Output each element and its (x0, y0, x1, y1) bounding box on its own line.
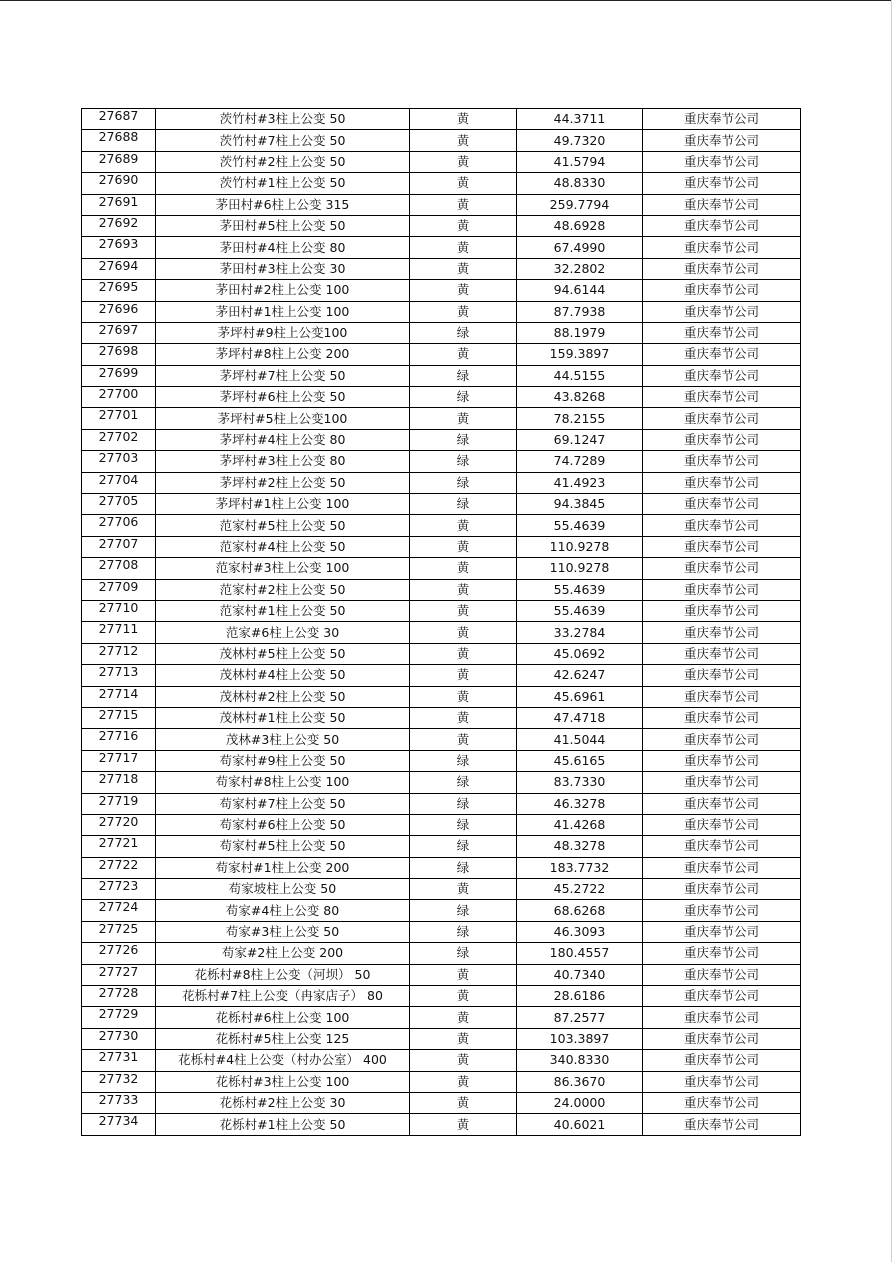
row-id-cell: 27689 (82, 151, 156, 172)
transformer-name-cell: 茅坪村#1柱上公变 100 (156, 494, 410, 515)
company-cell: 重庆奉节公司 (643, 643, 801, 664)
transformer-name-cell: 茨竹村#3柱上公变 50 (156, 109, 410, 130)
table-row (82, 643, 801, 664)
status-color-cell: 绿 (410, 451, 517, 472)
company-cell: 重庆奉节公司 (643, 707, 801, 728)
transformer-name-cell: 茅田村#2柱上公变 100 (156, 280, 410, 301)
company-cell: 重庆奉节公司 (643, 1071, 801, 1092)
transformer-name-cell: 苟家村#8柱上公变 100 (156, 772, 410, 793)
row-id-cell: 27714 (82, 686, 156, 707)
status-color-cell: 绿 (410, 857, 517, 878)
status-color-cell: 黄 (410, 408, 517, 429)
status-color-cell: 黄 (410, 1114, 517, 1135)
transformer-name-cell: 茨竹村#7柱上公变 50 (156, 130, 410, 151)
status-color-cell: 黄 (410, 515, 517, 536)
company-cell: 重庆奉节公司 (643, 622, 801, 643)
row-id-cell: 27690 (82, 173, 156, 194)
transformer-name-cell: 苟家#3柱上公变 50 (156, 921, 410, 942)
status-color-cell: 黄 (410, 686, 517, 707)
transformer-name-cell: 范家村#1柱上公变 50 (156, 600, 410, 621)
company-cell: 重庆奉节公司 (643, 665, 801, 686)
value-cell: 48.6928 (517, 215, 643, 236)
row-id-cell: 27723 (82, 879, 156, 900)
transformer-name-cell: 茅坪村#8柱上公变 200 (156, 344, 410, 365)
row-id-cell: 27719 (82, 793, 156, 814)
status-color-cell: 黄 (410, 707, 517, 728)
status-color-cell: 黄 (410, 344, 517, 365)
status-color-cell: 黄 (410, 622, 517, 643)
row-id-cell: 27712 (82, 643, 156, 664)
status-color-cell: 黄 (410, 173, 517, 194)
status-color-cell: 绿 (410, 750, 517, 771)
value-cell: 87.7938 (517, 301, 643, 322)
transformer-name-cell: 茅坪村#5柱上公变100 (156, 408, 410, 429)
company-cell: 重庆奉节公司 (643, 579, 801, 600)
value-cell: 41.5044 (517, 729, 643, 750)
table-row (82, 322, 801, 343)
table-row (82, 707, 801, 728)
value-cell: 41.4923 (517, 472, 643, 493)
row-id-cell: 27691 (82, 194, 156, 215)
value-cell: 46.3278 (517, 793, 643, 814)
table-row (82, 365, 801, 386)
table-row (82, 686, 801, 707)
transformer-name-cell: 茅田村#3柱上公变 30 (156, 258, 410, 279)
row-id-cell: 27733 (82, 1092, 156, 1113)
company-cell: 重庆奉节公司 (643, 387, 801, 408)
row-id-cell: 27692 (82, 215, 156, 236)
row-id-cell: 27731 (82, 1050, 156, 1071)
table-body (82, 109, 801, 1136)
transformer-name-cell: 茂林#3柱上公变 50 (156, 729, 410, 750)
company-cell: 重庆奉节公司 (643, 879, 801, 900)
company-cell: 重庆奉节公司 (643, 857, 801, 878)
value-cell: 44.5155 (517, 365, 643, 386)
row-id-cell: 27730 (82, 1028, 156, 1049)
transformer-name-cell: 苟家村#5柱上公变 50 (156, 836, 410, 857)
row-id-cell: 27718 (82, 772, 156, 793)
company-cell: 重庆奉节公司 (643, 494, 801, 515)
table-row (82, 408, 801, 429)
transformer-name-cell: 茅田村#1柱上公变 100 (156, 301, 410, 322)
company-cell: 重庆奉节公司 (643, 536, 801, 557)
company-cell: 重庆奉节公司 (643, 408, 801, 429)
value-cell: 47.4718 (517, 707, 643, 728)
status-color-cell: 黄 (410, 729, 517, 750)
status-color-cell: 黄 (410, 194, 517, 215)
transformer-table (81, 108, 801, 1136)
value-cell: 68.6268 (517, 900, 643, 921)
status-color-cell: 黄 (410, 665, 517, 686)
transformer-name-cell: 茅坪村#7柱上公变 50 (156, 365, 410, 386)
table-row (82, 151, 801, 172)
value-cell: 83.7330 (517, 772, 643, 793)
transformer-name-cell: 茅坪村#6柱上公变 50 (156, 387, 410, 408)
table-row (82, 258, 801, 279)
row-id-cell: 27696 (82, 301, 156, 322)
table-row (82, 579, 801, 600)
table-row (82, 665, 801, 686)
company-cell: 重庆奉节公司 (643, 515, 801, 536)
transformer-name-cell: 茅田村#4柱上公变 80 (156, 237, 410, 258)
row-id-cell: 27695 (82, 280, 156, 301)
transformer-name-cell: 苟家村#6柱上公变 50 (156, 814, 410, 835)
transformer-name-cell: 苟家村#9柱上公变 50 (156, 750, 410, 771)
value-cell: 340.8330 (517, 1050, 643, 1071)
table-row (82, 622, 801, 643)
value-cell: 41.5794 (517, 151, 643, 172)
row-id-cell: 27693 (82, 237, 156, 258)
status-color-cell: 绿 (410, 494, 517, 515)
status-color-cell: 绿 (410, 772, 517, 793)
status-color-cell: 黄 (410, 130, 517, 151)
row-id-cell: 27697 (82, 322, 156, 343)
table-row (82, 729, 801, 750)
value-cell: 45.0692 (517, 643, 643, 664)
transformer-name-cell: 茂林村#2柱上公变 50 (156, 686, 410, 707)
transformer-name-cell: 茨竹村#2柱上公变 50 (156, 151, 410, 172)
transformer-name-cell: 茅坪村#9柱上公变100 (156, 322, 410, 343)
status-color-cell: 黄 (410, 1050, 517, 1071)
transformer-name-cell: 范家村#4柱上公变 50 (156, 536, 410, 557)
value-cell: 32.2802 (517, 258, 643, 279)
company-cell: 重庆奉节公司 (643, 750, 801, 771)
company-cell: 重庆奉节公司 (643, 109, 801, 130)
row-id-cell: 27721 (82, 836, 156, 857)
row-id-cell: 27706 (82, 515, 156, 536)
company-cell: 重庆奉节公司 (643, 793, 801, 814)
transformer-name-cell: 花栎村#1柱上公变 50 (156, 1114, 410, 1135)
value-cell: 48.3278 (517, 836, 643, 857)
row-id-cell: 27728 (82, 986, 156, 1007)
transformer-name-cell: 苟家#2柱上公变 200 (156, 943, 410, 964)
value-cell: 67.4990 (517, 237, 643, 258)
company-cell: 重庆奉节公司 (643, 194, 801, 215)
value-cell: 180.4557 (517, 943, 643, 964)
row-id-cell: 27694 (82, 258, 156, 279)
transformer-name-cell: 花栎村#6柱上公变 100 (156, 1007, 410, 1028)
status-color-cell: 绿 (410, 365, 517, 386)
row-id-cell: 27716 (82, 729, 156, 750)
table-row (82, 215, 801, 236)
value-cell: 43.8268 (517, 387, 643, 408)
company-cell: 重庆奉节公司 (643, 986, 801, 1007)
transformer-name-cell: 范家村#2柱上公变 50 (156, 579, 410, 600)
value-cell: 49.7320 (517, 130, 643, 151)
table-row (82, 173, 801, 194)
table-row (82, 814, 801, 835)
transformer-name-cell: 花栎村#7柱上公变（冉家店子） 80 (156, 986, 410, 1007)
value-cell: 103.3897 (517, 1028, 643, 1049)
status-color-cell: 黄 (410, 579, 517, 600)
value-cell: 46.3093 (517, 921, 643, 942)
table-row (82, 921, 801, 942)
transformer-name-cell: 茅田村#5柱上公变 50 (156, 215, 410, 236)
transformer-name-cell: 范家村#3柱上公变 100 (156, 558, 410, 579)
status-color-cell: 黄 (410, 258, 517, 279)
table-row (82, 451, 801, 472)
table-row (82, 943, 801, 964)
value-cell: 74.7289 (517, 451, 643, 472)
status-color-cell: 黄 (410, 1071, 517, 1092)
row-id-cell: 27726 (82, 943, 156, 964)
row-id-cell: 27734 (82, 1114, 156, 1135)
status-color-cell: 黄 (410, 151, 517, 172)
row-id-cell: 27705 (82, 494, 156, 515)
row-id-cell: 27698 (82, 344, 156, 365)
table-row (82, 344, 801, 365)
value-cell: 159.3897 (517, 344, 643, 365)
company-cell: 重庆奉节公司 (643, 964, 801, 985)
value-cell: 41.4268 (517, 814, 643, 835)
row-id-cell: 27703 (82, 451, 156, 472)
company-cell: 重庆奉节公司 (643, 1092, 801, 1113)
row-id-cell: 27699 (82, 365, 156, 386)
status-color-cell: 黄 (410, 301, 517, 322)
table-row (82, 429, 801, 450)
table-row (82, 1071, 801, 1092)
status-color-cell: 黄 (410, 215, 517, 236)
row-id-cell: 27717 (82, 750, 156, 771)
row-id-cell: 27710 (82, 600, 156, 621)
table-row (82, 964, 801, 985)
status-color-cell: 黄 (410, 536, 517, 557)
company-cell: 重庆奉节公司 (643, 1028, 801, 1049)
company-cell: 重庆奉节公司 (643, 173, 801, 194)
row-id-cell: 27713 (82, 665, 156, 686)
table-row (82, 515, 801, 536)
status-color-cell: 黄 (410, 879, 517, 900)
transformer-name-cell: 花栎村#8柱上公变（河坝） 50 (156, 964, 410, 985)
row-id-cell: 27732 (82, 1071, 156, 1092)
value-cell: 42.6247 (517, 665, 643, 686)
value-cell: 94.6144 (517, 280, 643, 301)
row-id-cell: 27722 (82, 857, 156, 878)
status-color-cell: 黄 (410, 600, 517, 621)
table-row (82, 1007, 801, 1028)
table-row (82, 109, 801, 130)
company-cell: 重庆奉节公司 (643, 600, 801, 621)
table-row (82, 600, 801, 621)
table-row (82, 879, 801, 900)
value-cell: 40.6021 (517, 1114, 643, 1135)
transformer-name-cell: 苟家村#1柱上公变 200 (156, 857, 410, 878)
table-row (82, 301, 801, 322)
value-cell: 110.9278 (517, 558, 643, 579)
table-row (82, 237, 801, 258)
status-color-cell: 绿 (410, 429, 517, 450)
table-row (82, 1114, 801, 1135)
status-color-cell: 黄 (410, 986, 517, 1007)
company-cell: 重庆奉节公司 (643, 472, 801, 493)
company-cell: 重庆奉节公司 (643, 814, 801, 835)
status-color-cell: 绿 (410, 793, 517, 814)
value-cell: 110.9278 (517, 536, 643, 557)
status-color-cell: 黄 (410, 964, 517, 985)
transformer-name-cell: 茂林村#5柱上公变 50 (156, 643, 410, 664)
table-row (82, 1050, 801, 1071)
company-cell: 重庆奉节公司 (643, 943, 801, 964)
row-id-cell: 27711 (82, 622, 156, 643)
status-color-cell: 黄 (410, 1028, 517, 1049)
value-cell: 69.1247 (517, 429, 643, 450)
transformer-name-cell: 花栎村#3柱上公变 100 (156, 1071, 410, 1092)
company-cell: 重庆奉节公司 (643, 130, 801, 151)
row-id-cell: 27707 (82, 536, 156, 557)
transformer-name-cell: 茂林村#4柱上公变 50 (156, 665, 410, 686)
status-color-cell: 黄 (410, 643, 517, 664)
table-row (82, 387, 801, 408)
status-color-cell: 绿 (410, 322, 517, 343)
row-id-cell: 27708 (82, 558, 156, 579)
table-row (82, 986, 801, 1007)
table-row (82, 494, 801, 515)
company-cell: 重庆奉节公司 (643, 686, 801, 707)
company-cell: 重庆奉节公司 (643, 1050, 801, 1071)
value-cell: 24.0000 (517, 1092, 643, 1113)
table-row (82, 472, 801, 493)
transformer-name-cell: 茅坪村#3柱上公变 80 (156, 451, 410, 472)
row-id-cell: 27715 (82, 707, 156, 728)
transformer-name-cell: 茂林村#1柱上公变 50 (156, 707, 410, 728)
company-cell: 重庆奉节公司 (643, 301, 801, 322)
value-cell: 40.7340 (517, 964, 643, 985)
row-id-cell: 27727 (82, 964, 156, 985)
table-row (82, 280, 801, 301)
company-cell: 重庆奉节公司 (643, 151, 801, 172)
transformer-name-cell: 苟家#4柱上公变 80 (156, 900, 410, 921)
company-cell: 重庆奉节公司 (643, 365, 801, 386)
transformer-name-cell: 范家村#5柱上公变 50 (156, 515, 410, 536)
transformer-name-cell: 茅田村#6柱上公变 315 (156, 194, 410, 215)
row-id-cell: 27704 (82, 472, 156, 493)
table-row (82, 836, 801, 857)
value-cell: 94.3845 (517, 494, 643, 515)
company-cell: 重庆奉节公司 (643, 344, 801, 365)
value-cell: 87.2577 (517, 1007, 643, 1028)
status-color-cell: 绿 (410, 836, 517, 857)
row-id-cell: 27724 (82, 900, 156, 921)
company-cell: 重庆奉节公司 (643, 322, 801, 343)
value-cell: 28.6186 (517, 986, 643, 1007)
transformer-name-cell: 范家#6柱上公变 30 (156, 622, 410, 643)
company-cell: 重庆奉节公司 (643, 280, 801, 301)
status-color-cell: 黄 (410, 1092, 517, 1113)
value-cell: 55.4639 (517, 579, 643, 600)
table-row (82, 750, 801, 771)
row-id-cell: 27687 (82, 109, 156, 130)
status-color-cell: 绿 (410, 472, 517, 493)
company-cell: 重庆奉节公司 (643, 1007, 801, 1028)
status-color-cell: 黄 (410, 1007, 517, 1028)
value-cell: 88.1979 (517, 322, 643, 343)
status-color-cell: 黄 (410, 558, 517, 579)
company-cell: 重庆奉节公司 (643, 451, 801, 472)
company-cell: 重庆奉节公司 (643, 836, 801, 857)
company-cell: 重庆奉节公司 (643, 921, 801, 942)
company-cell: 重庆奉节公司 (643, 237, 801, 258)
status-color-cell: 黄 (410, 280, 517, 301)
company-cell: 重庆奉节公司 (643, 1114, 801, 1135)
company-cell: 重庆奉节公司 (643, 429, 801, 450)
value-cell: 55.4639 (517, 600, 643, 621)
value-cell: 48.8330 (517, 173, 643, 194)
table-row (82, 1028, 801, 1049)
company-cell: 重庆奉节公司 (643, 215, 801, 236)
table-row (82, 558, 801, 579)
status-color-cell: 绿 (410, 900, 517, 921)
status-color-cell: 绿 (410, 387, 517, 408)
value-cell: 33.2784 (517, 622, 643, 643)
table-row (82, 1092, 801, 1113)
row-id-cell: 27700 (82, 387, 156, 408)
company-cell: 重庆奉节公司 (643, 558, 801, 579)
table-row (82, 772, 801, 793)
value-cell: 45.6961 (517, 686, 643, 707)
company-cell: 重庆奉节公司 (643, 772, 801, 793)
company-cell: 重庆奉节公司 (643, 258, 801, 279)
company-cell: 重庆奉节公司 (643, 900, 801, 921)
transformer-name-cell: 花栎村#2柱上公变 30 (156, 1092, 410, 1113)
table-row (82, 900, 801, 921)
table-row (82, 536, 801, 557)
row-id-cell: 27702 (82, 429, 156, 450)
table-row (82, 194, 801, 215)
row-id-cell: 27729 (82, 1007, 156, 1028)
value-cell: 55.4639 (517, 515, 643, 536)
transformer-name-cell: 茨竹村#1柱上公变 50 (156, 173, 410, 194)
status-color-cell: 黄 (410, 237, 517, 258)
transformer-name-cell: 茅坪村#2柱上公变 50 (156, 472, 410, 493)
row-id-cell: 27701 (82, 408, 156, 429)
transformer-name-cell: 茅坪村#4柱上公变 80 (156, 429, 410, 450)
value-cell: 86.3670 (517, 1071, 643, 1092)
status-color-cell: 黄 (410, 109, 517, 130)
transformer-name-cell: 苟家村#7柱上公变 50 (156, 793, 410, 814)
transformer-name-cell: 苟家坡柱上公变 50 (156, 879, 410, 900)
status-color-cell: 绿 (410, 814, 517, 835)
transformer-name-cell: 花栎村#4柱上公变（村办公室） 400 (156, 1050, 410, 1071)
value-cell: 183.7732 (517, 857, 643, 878)
transformer-name-cell: 花栎村#5柱上公变 125 (156, 1028, 410, 1049)
company-cell: 重庆奉节公司 (643, 729, 801, 750)
value-cell: 45.6165 (517, 750, 643, 771)
value-cell: 45.2722 (517, 879, 643, 900)
table-row (82, 130, 801, 151)
table-row (82, 793, 801, 814)
value-cell: 78.2155 (517, 408, 643, 429)
value-cell: 44.3711 (517, 109, 643, 130)
row-id-cell: 27725 (82, 921, 156, 942)
page-top-border (0, 0, 892, 1)
table-row (82, 857, 801, 878)
row-id-cell: 27709 (82, 579, 156, 600)
row-id-cell: 27688 (82, 130, 156, 151)
status-color-cell: 绿 (410, 943, 517, 964)
row-id-cell: 27720 (82, 814, 156, 835)
value-cell: 259.7794 (517, 194, 643, 215)
status-color-cell: 绿 (410, 921, 517, 942)
